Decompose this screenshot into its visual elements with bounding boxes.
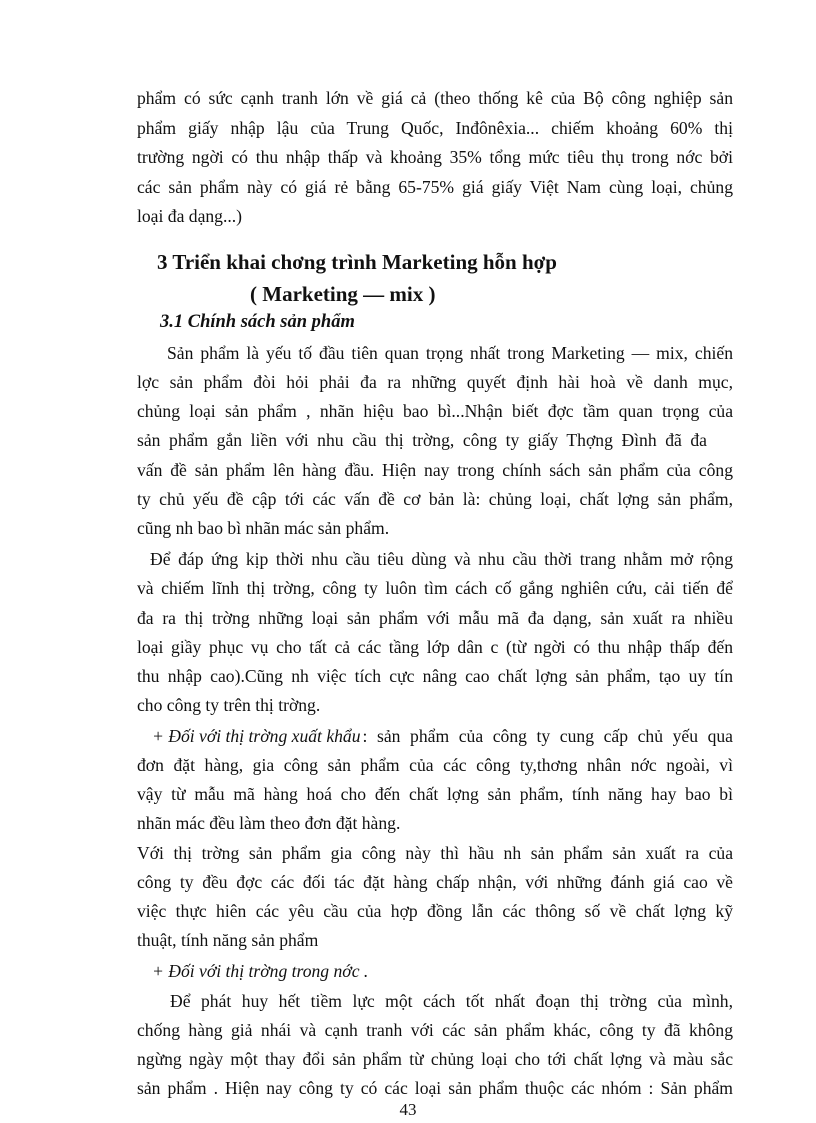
text-line: chủng loại sản phẩm , nhãn hiệu bao bì...Nhận biết đợc tầm quan trọng của bbox=[137, 401, 733, 421]
text-line: công ty đều đợc các đối tác đặt hàng chấp nhận, với những đánh giá cao về bbox=[137, 872, 733, 892]
text-line: vấn đề sản phẩm lên hàng đầu. Hiện nay trong chính sách sản phẩm của công bbox=[137, 460, 733, 480]
text-line: vậy từ mẫu mã hàng hoá cho đến chất lợng sản phẩm, tính năng hay bao bì bbox=[137, 784, 733, 804]
export-market-label: + Đối với thị trờng xuất khẩu bbox=[152, 726, 361, 746]
text-line: thuật, tính năng sản phẩm bbox=[137, 930, 319, 950]
text-line: loại giầy phục vụ cho tất cả các tầng lớp dân c (từ ngời có thu nhập thấp đến bbox=[137, 637, 733, 657]
text-line: Để phát huy hết tiềm lực một cách tốt nhất đoạn thị trờng của mình, bbox=[170, 991, 733, 1011]
text-line: đa ra thị trờng những loại sản phẩm với mẫu mã đa dạng, sản xuất ra nhiều bbox=[137, 608, 733, 628]
text-line: Với thị trờng sản phẩm gia công này thì hầu nh sản phẩm sản xuất ra của bbox=[137, 843, 733, 863]
domestic-market-label: + Đối với thị trờng trong nớc . bbox=[152, 961, 369, 981]
text-line: nhãn mác đều làm theo đơn đặt hàng. bbox=[137, 813, 401, 833]
section-heading: 3 Triển khai chơng trình Marketing hỗn hợp bbox=[157, 250, 557, 274]
text-line: phẩm có sức cạnh tranh lớn về giá cả (theo thống kê của Bộ công nghiệp sản bbox=[137, 88, 733, 108]
text-line: trường ngời có thu nhập thấp và khoảng 35% tổng mức tiêu thụ trong nớc bởi bbox=[137, 147, 733, 167]
text-line: cho công ty trên thị trờng. bbox=[137, 695, 321, 715]
text-line: lợc sản phẩm đòi hỏi phải đa ra những quyết định hài hoà về danh mục, bbox=[137, 372, 733, 392]
text-line: và chiếm lĩnh thị trờng, công ty luôn tìm cách cố gắng nghiên cứu, cải tiến để bbox=[137, 578, 733, 598]
text-line: các sản phẩm này có giá rẻ bằng 65-75% giá giấy Việt Nam cùng loại, chủng bbox=[137, 177, 733, 197]
text-line: ty chủ yếu đề cập tới các vấn đề cơ bản là: chủng loại, chất lợng sản phẩm, bbox=[137, 489, 733, 509]
text-line: cũng nh bao bì nhãn mác sản phẩm. bbox=[137, 518, 390, 538]
text-line: Để đáp ứng kịp thời nhu cầu tiêu dùng và nhu cầu thời trang nhằm mở rộng bbox=[150, 549, 733, 569]
text-line: loại đa dạng...) bbox=[137, 206, 243, 226]
section-heading-subtitle: ( Marketing — mix ) bbox=[250, 282, 436, 306]
text-fragment: : sản phẩm của công ty cung cấp chủ yếu qua bbox=[362, 726, 733, 746]
text-line: sản phẩm gắn liền với nhu cầu thị trờng, công ty giấy Thợng Đình đã đa bbox=[137, 430, 707, 450]
text-line: đơn đặt hàng, gia công sản phẩm của các công ty,thơng nhân nớc ngoài, vì bbox=[137, 755, 733, 775]
page-number: 43 bbox=[399, 1100, 417, 1119]
text-line: chống hàng giả nhái và cạnh tranh với các sản phẩm khác, công ty đã không bbox=[137, 1020, 733, 1040]
text-line: ngừng ngày một thay đổi sản phẩm từ chủng loại cho tới chất lợng và màu sắc bbox=[137, 1049, 733, 1069]
text-line: việc thực hiên các yêu cầu của hợp đồng lẫn các thông số về chất lợng kỹ bbox=[137, 901, 733, 921]
text-line bbox=[152, 725, 733, 747]
text-line: phẩm giấy nhập lậu của Trung Quốc, Inđônêxia... chiếm khoảng 60% thị bbox=[137, 118, 733, 138]
text-line: Sản phẩm là yếu tố đầu tiên quan trọng nhất trong Marketing — mix, chiến bbox=[167, 343, 733, 363]
subsection-heading: 3.1 Chính sách sản phẩm bbox=[160, 312, 355, 332]
text-line: thu nhập cao).Cũng nh việc tích cực nâng cao chất lợng sản phẩm, tạo uy tín bbox=[137, 666, 733, 686]
text-line: sản phẩm . Hiện nay công ty có các loại sản phẩm thuộc các nhóm : Sản phẩm bbox=[137, 1078, 733, 1098]
